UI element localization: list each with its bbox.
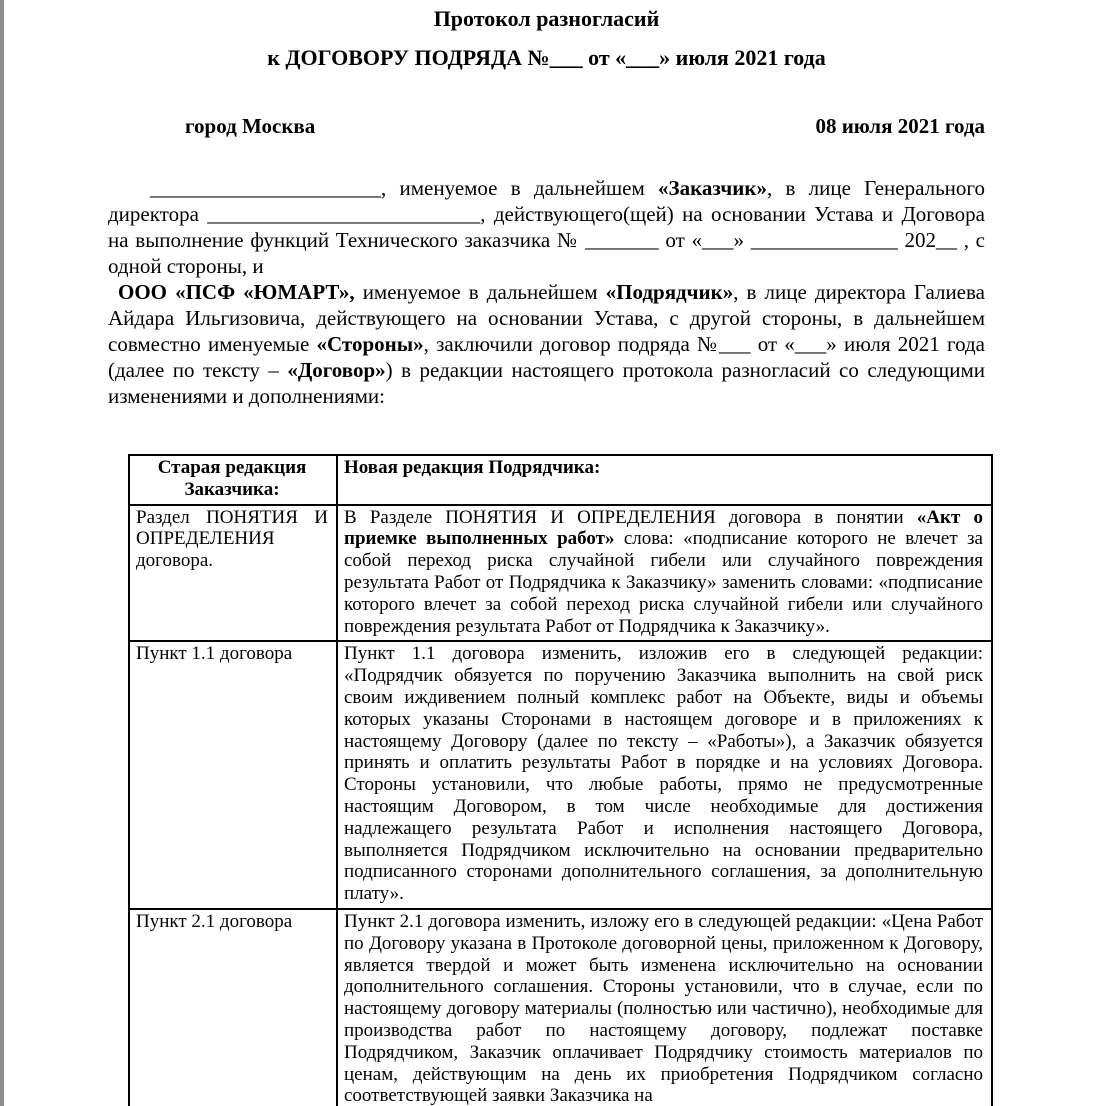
table-row xyxy=(129,909,992,1106)
page-edge-bar xyxy=(0,0,4,1106)
document-content xyxy=(108,0,985,1106)
old-version-cell: Пункт 1.1 договора xyxy=(129,641,337,909)
document-date: 08 июля 2021 года xyxy=(815,114,985,138)
document-city: город Москва xyxy=(185,114,316,138)
paragraph-customer: ______________________, именуемое в дальнейшем «Заказчик», в лице Генерального директора __________________________, действующего(щей) на основании Устава и Договора на выполнение функций Технического заказчика № _______ от «___» ______________ 202__ , с одной стороны, и xyxy=(108,176,985,278)
column-header-old-version: Старая редакция Заказчика: xyxy=(129,455,337,505)
old-version-cell: Пункт 2.1 договора xyxy=(129,909,337,1106)
document-subtitle: к ДОГОВОРУ ПОДРЯДА №___ от «___» июля 2021 года xyxy=(267,45,826,70)
preamble xyxy=(108,175,985,409)
column-header-new-version: Новая редакция Подрядчика: xyxy=(337,455,992,505)
new-version-cell: В Разделе ПОНЯТИЯ И ОПРЕДЕЛЕНИЯ договора в понятии «Акт о приемке выполненных работ» слова: «подписание которого не влечет за собой переход риска случайной гибели или случайного повреждения результата Работ от Подрядчика к Заказчику» заменить словами: «подписание которого влечет за собой переход риска случайной гибели или случайного повреждения результата Работ от Подрядчика к Заказчику». xyxy=(337,505,992,642)
paragraph-contractor: ООО «ПСФ «ЮМАРТ», именуемое в дальнейшем «Подрядчик», в лице директора Галиева Айдара Ильгизовича, действующего на основании Устава, с другой стороны, в дальнейшем совместно именуемые «Стороны», заключили договор подряда №___ от «___» июля 2021 года (далее по тексту – «Договор») в редакции настоящего протокола разногласий со следующими изменениями и дополнениями: xyxy=(108,280,985,408)
new-version-cell: Пункт 1.1 договора изменить, изложив его в следующей редакции: «Подрядчик обязуется по поручению Заказчика выполнить на свой риск своим иждивением полный комплекс работ на Объекте, виды и объемы которых указаны Сторонами в настоящем договоре и в приложениях к настоящему Договору (далее по тексту – «Работы»), а Заказчик обязуется принять и оплатить результаты Работ в порядке и на условиях Договора. Стороны установили, что любые работы, прямо не предусмотренные настоящим Договором, в том числе необходимые для достижения надлежащего результата Работ и исполнения настоящего Договора, выполняется Подрядчиком исключительно на основании предварительно подписанного сторонами дополнительного соглашения, за дополнительную плату». xyxy=(337,641,992,909)
old-version-cell: Раздел ПОНЯТИЯ И ОПРЕДЕЛЕНИЯ договора. xyxy=(129,505,337,642)
new-version-cell: Пункт 2.1 договора изменить, изложу его в следующей редакции: «Цена Работ по Договору указана в Протоколе договорной цены, приложенном к Договору, является твердой и может быть изменена исключительно на основании дополнительного соглашения. Стороны установили, что в случае, если по настоящему договору материалы (полностью или частично), необходимые для производства работ по настоящему договору, подлежат поставке Подрядчиком, Заказчик оплачивает Подрядчику стоимость материалов по ценам, действующим на день их приобретения Подрядчиком согласно соответствующей заявки Заказчика на xyxy=(337,909,992,1106)
table-row xyxy=(129,641,992,909)
city-date-row xyxy=(108,113,985,139)
document-title: Протокол разногласий xyxy=(433,6,660,31)
disagreements-table xyxy=(128,454,993,1106)
table-header-row xyxy=(129,455,992,505)
table-row xyxy=(129,505,992,642)
